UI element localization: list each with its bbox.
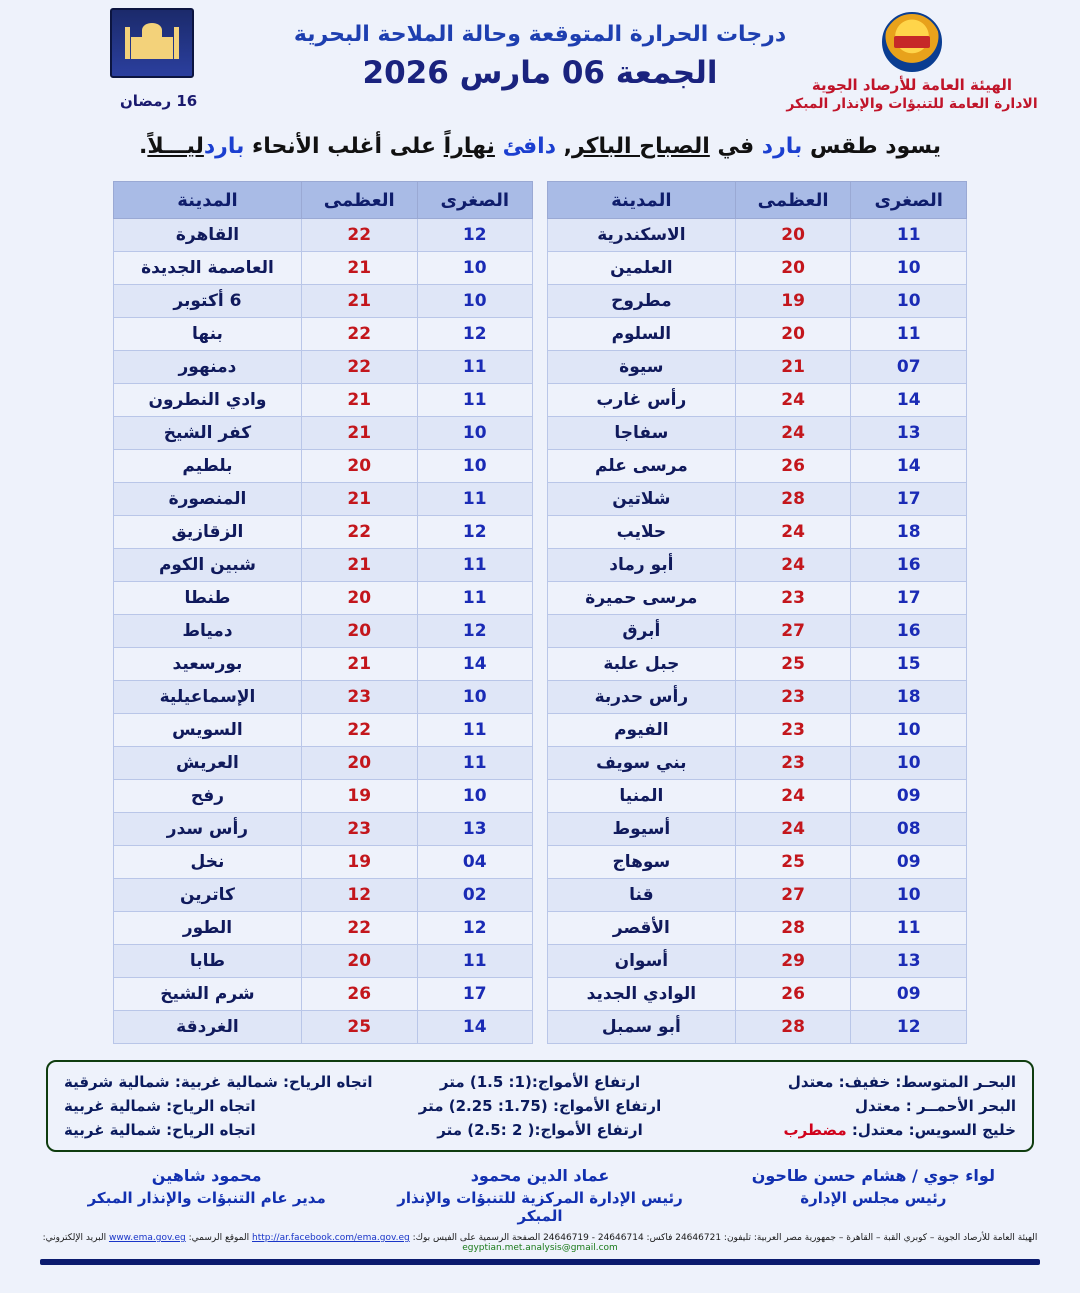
cell-max-temp: 20 xyxy=(301,747,417,780)
table-row xyxy=(114,351,533,384)
sea-state-disturbed: مضطرب xyxy=(783,1121,847,1139)
cell-city-name: مرسى حميرة xyxy=(548,582,736,615)
table-row xyxy=(114,285,533,318)
cell-min-temp: 12 xyxy=(417,615,532,648)
table-row xyxy=(114,417,533,450)
cell-max-temp: 26 xyxy=(735,978,851,1011)
left-temperature-table xyxy=(547,181,967,1044)
email-address: egyptian.met.analysis@gmail.com xyxy=(462,1243,618,1253)
cell-city-name: شبين الكوم xyxy=(114,549,302,582)
cell-max-temp: 21 xyxy=(301,285,417,318)
signature-block xyxy=(707,1166,1040,1225)
cell-city-name: بلطيم xyxy=(114,450,302,483)
cell-city-name: بني سويف xyxy=(548,747,736,780)
cell-min-temp: 10 xyxy=(417,252,532,285)
cell-min-temp: 17 xyxy=(851,582,967,615)
cell-max-temp: 12 xyxy=(301,879,417,912)
cell-max-temp: 21 xyxy=(301,549,417,582)
table-row xyxy=(114,516,533,549)
cell-city-name: الفيوم xyxy=(548,714,736,747)
cell-max-temp: 23 xyxy=(301,681,417,714)
table-row xyxy=(548,582,967,615)
sea-state xyxy=(699,1121,1016,1139)
cell-min-temp: 12 xyxy=(417,516,532,549)
header-min: الصغرى xyxy=(851,182,967,219)
table-row xyxy=(114,978,533,1011)
cell-min-temp: 10 xyxy=(417,681,532,714)
table-row xyxy=(114,780,533,813)
cell-min-temp: 10 xyxy=(851,714,967,747)
cell-max-temp: 24 xyxy=(735,780,851,813)
cell-city-name: المنصورة xyxy=(114,483,302,516)
cell-max-temp: 21 xyxy=(301,384,417,417)
sea-conditions-box xyxy=(46,1060,1034,1152)
cell-max-temp: 20 xyxy=(301,615,417,648)
cell-city-name: السويس xyxy=(114,714,302,747)
cell-city-name: كفر الشيخ xyxy=(114,417,302,450)
cell-min-temp: 14 xyxy=(851,450,967,483)
table-row xyxy=(548,813,967,846)
statement-word-warm: دافئ xyxy=(502,134,557,159)
cell-min-temp: 14 xyxy=(851,384,967,417)
cell-city-name: أبو سمبل xyxy=(548,1011,736,1044)
sea-wind: اتجاه الرياح: شمالية غربية xyxy=(64,1121,256,1139)
table-row xyxy=(548,483,967,516)
sea-row xyxy=(60,1070,1020,1094)
statement-part-6: . xyxy=(139,134,148,159)
cell-city-name: المنيا xyxy=(548,780,736,813)
statement-underline-night: ليـــلاً xyxy=(147,134,204,159)
footer-mail-label: البريد الإلكتروني: xyxy=(42,1233,107,1243)
cell-min-temp: 13 xyxy=(851,417,967,450)
cell-min-temp: 10 xyxy=(851,879,967,912)
table-row xyxy=(548,681,967,714)
cell-city-name: الطور xyxy=(114,912,302,945)
table-row xyxy=(548,450,967,483)
website-link[interactable]: www.ema.gov.eg xyxy=(108,1233,186,1243)
cell-max-temp: 28 xyxy=(735,1011,851,1044)
cell-city-name: رأس حدربة xyxy=(548,681,736,714)
footer-contact xyxy=(0,1233,1080,1253)
cell-min-temp: 11 xyxy=(417,747,532,780)
cell-min-temp: 14 xyxy=(417,1011,532,1044)
table-row xyxy=(114,846,533,879)
cell-city-name: مرسى علم xyxy=(548,450,736,483)
cell-max-temp: 22 xyxy=(301,714,417,747)
cell-max-temp: 23 xyxy=(735,714,851,747)
table-row xyxy=(114,549,533,582)
header-city: المدينة xyxy=(548,182,736,219)
table-row xyxy=(114,681,533,714)
organization-block xyxy=(762,12,1062,112)
cell-max-temp: 21 xyxy=(735,351,851,384)
cell-min-temp: 09 xyxy=(851,846,967,879)
cell-city-name: رأس سدر xyxy=(114,813,302,846)
table-row xyxy=(548,219,967,252)
cell-max-temp: 22 xyxy=(301,912,417,945)
cell-max-temp: 26 xyxy=(735,450,851,483)
statement-part-2: في xyxy=(709,134,762,159)
cell-max-temp: 24 xyxy=(735,384,851,417)
cell-max-temp: 23 xyxy=(735,582,851,615)
cell-min-temp: 11 xyxy=(417,714,532,747)
cell-min-temp: 11 xyxy=(417,945,532,978)
cell-max-temp: 26 xyxy=(301,978,417,1011)
cell-max-temp: 20 xyxy=(301,945,417,978)
table-row xyxy=(114,912,533,945)
sea-state: البحر الأحمــر : معتدل xyxy=(854,1097,1016,1115)
statement-part-4 xyxy=(495,134,503,159)
footer-bar xyxy=(40,1259,1040,1265)
statement-part-1: يسود طقس xyxy=(802,134,941,159)
forecast-statement xyxy=(0,134,1080,159)
cell-min-temp: 08 xyxy=(851,813,967,846)
cell-min-temp: 12 xyxy=(417,219,532,252)
table-row xyxy=(114,714,533,747)
table-row xyxy=(548,978,967,1011)
table-row xyxy=(114,747,533,780)
cell-city-name: وادي النطرون xyxy=(114,384,302,417)
cell-max-temp: 24 xyxy=(735,549,851,582)
table-row xyxy=(548,417,967,450)
cell-min-temp: 11 xyxy=(417,483,532,516)
cell-city-name: العاصمة الجديدة xyxy=(114,252,302,285)
statement-word-cold-morning: بارد xyxy=(761,134,803,159)
table-row xyxy=(548,747,967,780)
cell-min-temp: 10 xyxy=(417,417,532,450)
cell-city-name: جبل علبة xyxy=(548,648,736,681)
table-row xyxy=(548,879,967,912)
cell-max-temp: 21 xyxy=(301,417,417,450)
cell-min-temp: 10 xyxy=(417,285,532,318)
cell-city-name: الإسماعيلية xyxy=(114,681,302,714)
cell-min-temp: 10 xyxy=(417,780,532,813)
table-row xyxy=(548,780,967,813)
cell-city-name: شلاتين xyxy=(548,483,736,516)
cell-city-name: الغردقة xyxy=(114,1011,302,1044)
sea-wind: اتجاه الرياح: شمالية غربية xyxy=(64,1097,256,1115)
table-row xyxy=(114,483,533,516)
table-row xyxy=(114,648,533,681)
cell-min-temp: 15 xyxy=(851,648,967,681)
cell-min-temp: 11 xyxy=(417,384,532,417)
table-row xyxy=(548,285,967,318)
footer-site-label: الموقع الرسمي: xyxy=(188,1233,250,1243)
cell-city-name: دمياط xyxy=(114,615,302,648)
cell-min-temp: 17 xyxy=(417,978,532,1011)
cell-min-temp: 11 xyxy=(851,219,967,252)
cell-max-temp: 22 xyxy=(301,351,417,384)
cell-min-temp: 11 xyxy=(851,912,967,945)
header-max: العظمى xyxy=(301,182,417,219)
cell-min-temp: 17 xyxy=(851,483,967,516)
table-row xyxy=(114,582,533,615)
cell-city-name: أسوان xyxy=(548,945,736,978)
table-header-row xyxy=(114,182,533,219)
cell-max-temp: 23 xyxy=(301,813,417,846)
table-row xyxy=(114,384,533,417)
table-row xyxy=(548,615,967,648)
cell-min-temp: 02 xyxy=(417,879,532,912)
cell-max-temp: 19 xyxy=(301,780,417,813)
cell-min-temp: 12 xyxy=(417,318,532,351)
cell-city-name: نخل xyxy=(114,846,302,879)
cell-city-name: أبرق xyxy=(548,615,736,648)
cell-city-name: الاسكندرية xyxy=(548,219,736,252)
sea-row xyxy=(60,1118,1020,1142)
temperature-tables xyxy=(0,181,1080,1044)
cell-min-temp: 16 xyxy=(851,549,967,582)
cell-min-temp: 11 xyxy=(417,549,532,582)
cell-max-temp: 19 xyxy=(735,285,851,318)
cell-city-name: الأقصر xyxy=(548,912,736,945)
cell-city-name: الوادي الجديد xyxy=(548,978,736,1011)
cell-city-name: أسيوط xyxy=(548,813,736,846)
signature-name: عماد الدين محمود xyxy=(470,1166,610,1185)
cell-max-temp: 29 xyxy=(735,945,851,978)
cell-max-temp: 21 xyxy=(301,252,417,285)
cell-min-temp: 11 xyxy=(417,351,532,384)
cell-max-temp: 25 xyxy=(735,846,851,879)
table-row xyxy=(548,714,967,747)
cell-min-temp: 10 xyxy=(851,747,967,780)
table-row xyxy=(548,912,967,945)
eagle-emblem-icon xyxy=(882,12,942,72)
cell-city-name: طابا xyxy=(114,945,302,978)
cell-max-temp: 25 xyxy=(301,1011,417,1044)
cell-max-temp: 23 xyxy=(735,747,851,780)
cell-city-name: رأس غارب xyxy=(548,384,736,417)
sea-waves: ارتفاع الأمواج: (1.75: 2.25) متر xyxy=(418,1097,662,1115)
cell-max-temp: 23 xyxy=(735,681,851,714)
cell-city-name: العريش xyxy=(114,747,302,780)
cell-min-temp: 09 xyxy=(851,978,967,1011)
cell-min-temp: 14 xyxy=(417,648,532,681)
table-row xyxy=(114,219,533,252)
cell-city-name: مطروح xyxy=(548,285,736,318)
cell-city-name: القاهرة xyxy=(114,219,302,252)
cell-min-temp: 18 xyxy=(851,516,967,549)
hijri-date: 16 رمضان xyxy=(120,92,198,110)
cell-city-name: 6 أكتوبر xyxy=(114,285,302,318)
cell-max-temp: 22 xyxy=(301,516,417,549)
cell-city-name: حلايب xyxy=(548,516,736,549)
signature-name: لواء جوي / هشام حسن طاحون xyxy=(751,1166,995,1185)
table-row xyxy=(114,879,533,912)
cell-min-temp: 09 xyxy=(851,780,967,813)
facebook-link[interactable]: http://ar.facebook.com/ema.gov.eg xyxy=(252,1233,410,1243)
table-row xyxy=(548,318,967,351)
header-city: المدينة xyxy=(114,182,302,219)
cell-max-temp: 22 xyxy=(301,318,417,351)
statement-part-3: , xyxy=(556,134,573,159)
cell-min-temp: 18 xyxy=(851,681,967,714)
cell-max-temp: 25 xyxy=(735,648,851,681)
cell-max-temp: 20 xyxy=(301,450,417,483)
cell-max-temp: 27 xyxy=(735,879,851,912)
cell-city-name: أبو رماد xyxy=(548,549,736,582)
table-row xyxy=(548,516,967,549)
table-row xyxy=(114,615,533,648)
signature-title: رئيس الإدارة المركزية للتنبؤات والإنذار المبكر xyxy=(397,1189,683,1225)
right-temperature-table xyxy=(113,181,533,1044)
cell-city-name: السلوم xyxy=(548,318,736,351)
table-row xyxy=(548,549,967,582)
bulletin-date: الجمعة 06 مارس 2026 xyxy=(362,55,718,91)
cell-max-temp: 24 xyxy=(735,813,851,846)
cell-max-temp: 20 xyxy=(735,252,851,285)
signature-block xyxy=(373,1166,706,1225)
cell-city-name: طنطا xyxy=(114,582,302,615)
cell-city-name: رفح xyxy=(114,780,302,813)
cell-min-temp: 11 xyxy=(851,318,967,351)
table-row xyxy=(114,318,533,351)
cell-max-temp: 24 xyxy=(735,516,851,549)
cell-max-temp: 22 xyxy=(301,219,417,252)
sea-waves: ارتفاع الأمواج:(1: 1.5) متر xyxy=(439,1073,641,1091)
cell-city-name: كاترين xyxy=(114,879,302,912)
table-header-row xyxy=(548,182,967,219)
cell-city-name: بنها xyxy=(114,318,302,351)
statement-underline-daytime: نهاراً xyxy=(443,134,495,159)
sea-state: البحـر المتوسط: خفيف: معتدل xyxy=(787,1073,1016,1091)
statement-part-5: على أغلب الأنحاء xyxy=(244,134,444,159)
page-header xyxy=(0,0,1080,130)
table-row xyxy=(114,945,533,978)
department-name: الادارة العامة للتنبؤات والإنذار المبكر xyxy=(786,96,1038,112)
bulletin-title: درجات الحرارة المتوقعة وحالة الملاحة البحرية xyxy=(293,22,787,47)
cell-city-name: قنا xyxy=(548,879,736,912)
cell-max-temp: 28 xyxy=(735,912,851,945)
cell-city-name: شرم الشيخ xyxy=(114,978,302,1011)
cell-city-name: سيوة xyxy=(548,351,736,384)
cell-city-name: دمنهور xyxy=(114,351,302,384)
cell-max-temp: 20 xyxy=(735,219,851,252)
header-max: العظمى xyxy=(735,182,851,219)
cell-min-temp: 10 xyxy=(417,450,532,483)
table-row xyxy=(548,351,967,384)
table-row xyxy=(114,813,533,846)
cell-max-temp: 24 xyxy=(735,417,851,450)
sea-row xyxy=(60,1094,1020,1118)
header-min: الصغرى xyxy=(417,182,532,219)
cell-max-temp: 20 xyxy=(735,318,851,351)
cell-min-temp: 10 xyxy=(851,285,967,318)
cell-city-name: بورسعيد xyxy=(114,648,302,681)
statement-underline-morning: الصباح الباكر xyxy=(572,134,710,159)
table-row xyxy=(548,846,967,879)
cell-min-temp: 07 xyxy=(851,351,967,384)
cell-city-name: سفاجا xyxy=(548,417,736,450)
cell-max-temp: 21 xyxy=(301,648,417,681)
cell-max-temp: 27 xyxy=(735,615,851,648)
cell-min-temp: 12 xyxy=(851,1011,967,1044)
signature-block xyxy=(40,1166,373,1225)
sea-waves: ارتفاع الأمواج:( 2 :2.5) متر xyxy=(437,1121,643,1139)
table-row xyxy=(548,252,967,285)
cell-min-temp: 04 xyxy=(417,846,532,879)
cell-min-temp: 11 xyxy=(417,582,532,615)
sea-state-text: خليج السويس: معتدل: xyxy=(846,1121,1016,1139)
footer-text: الهيئة العامة للأرصاد الجوية – كوبري القبة – القاهرة – جمهورية مصر العربية: تليفون: 24646721 فاكس: 24646714 - 24646719 الصفحة الرسمية على الفيس بوك: xyxy=(412,1233,1038,1243)
organization-name: الهيئة العامة للأرصاد الجوية xyxy=(811,76,1013,94)
cell-min-temp: 13 xyxy=(851,945,967,978)
cell-city-name: الزقازيق xyxy=(114,516,302,549)
cell-min-temp: 10 xyxy=(851,252,967,285)
cell-max-temp: 28 xyxy=(735,483,851,516)
table-row xyxy=(114,1011,533,1044)
signature-name: محمود شاهين xyxy=(151,1166,262,1185)
cell-min-temp: 13 xyxy=(417,813,532,846)
table-row xyxy=(114,450,533,483)
cell-city-name: سوهاج xyxy=(548,846,736,879)
cell-max-temp: 20 xyxy=(301,582,417,615)
table-row xyxy=(548,945,967,978)
signature-title: رئيس مجلس الإدارة xyxy=(800,1189,947,1207)
sea-wind: اتجاه الرياح: شمالية غربية: شمالية شرقية xyxy=(64,1073,373,1091)
table-row xyxy=(548,384,967,417)
table-row xyxy=(548,648,967,681)
cell-max-temp: 19 xyxy=(301,846,417,879)
table-row xyxy=(114,252,533,285)
table-row xyxy=(548,1011,967,1044)
cell-max-temp: 21 xyxy=(301,483,417,516)
cell-min-temp: 16 xyxy=(851,615,967,648)
statement-word-cold-night: بارد xyxy=(203,134,245,159)
cell-city-name: العلمين xyxy=(548,252,736,285)
cell-min-temp: 12 xyxy=(417,912,532,945)
signatures xyxy=(40,1166,1040,1225)
signature-title: مدير عام التنبؤات والإنذار المبكر xyxy=(87,1189,326,1207)
